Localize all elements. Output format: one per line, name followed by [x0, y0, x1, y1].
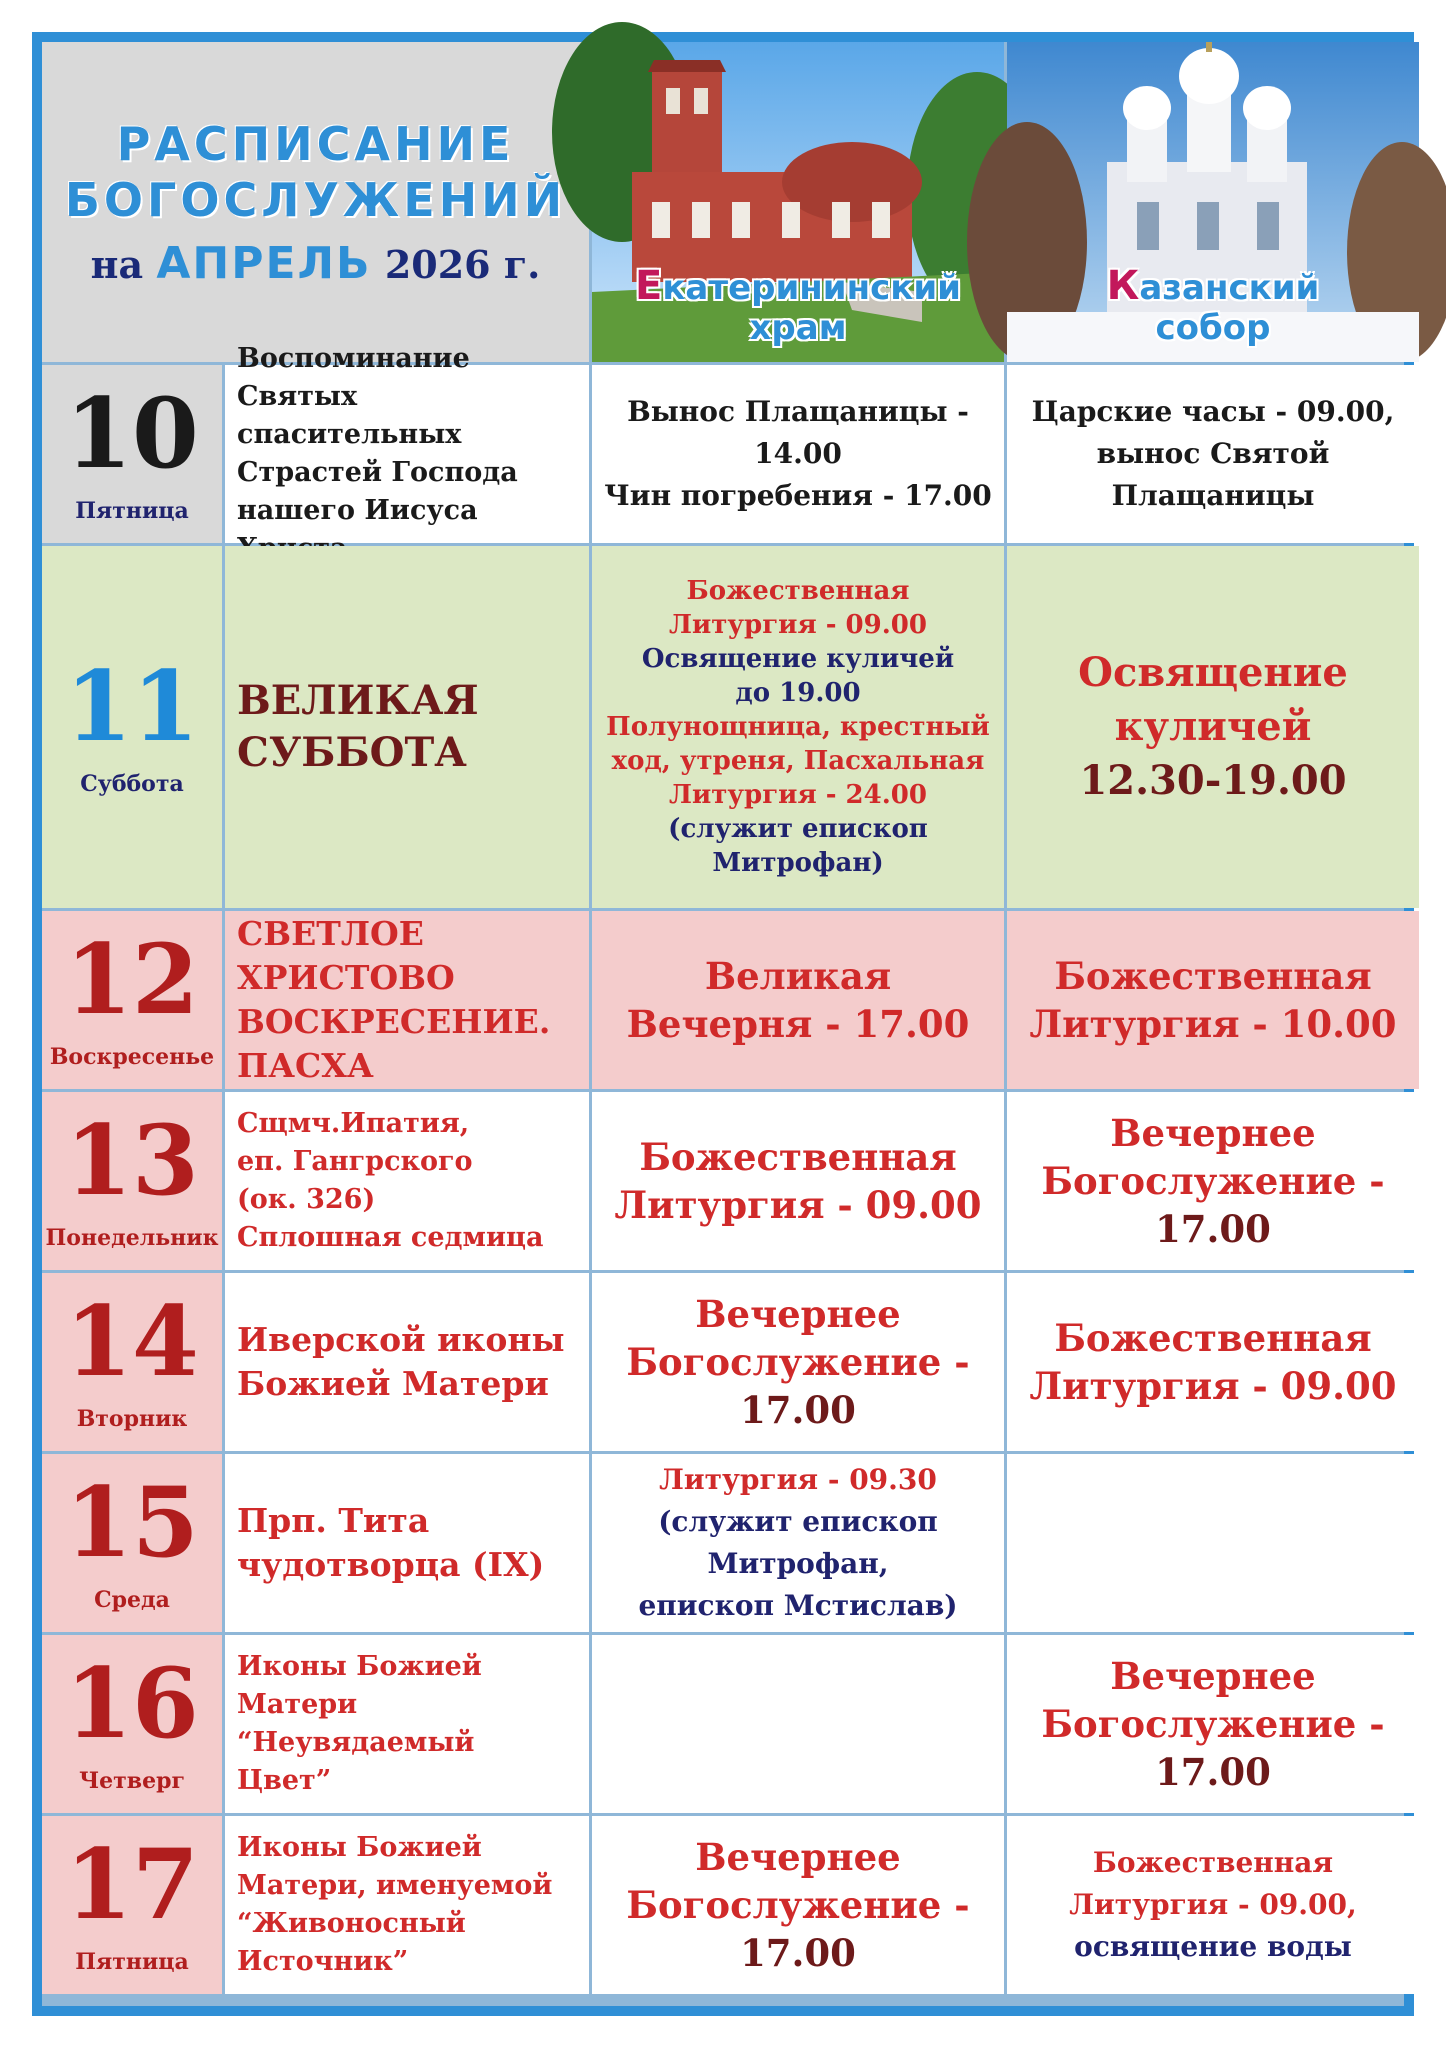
day-number: 15 — [65, 1466, 199, 1579]
day-number: 16 — [65, 1647, 199, 1760]
church2-service-11: Освящение куличей 12.30-19.00 — [1007, 546, 1419, 908]
day-number: 12 — [65, 923, 199, 1036]
day-number: 13 — [65, 1104, 199, 1217]
day-number: 10 — [65, 377, 199, 490]
schedule-table — [42, 42, 1404, 2006]
weekday: Четверг — [79, 1768, 185, 1794]
day-cell-17 — [42, 1816, 222, 1994]
feast-cell-13: Сщмч.Ипатия, еп. Гангрского (ок. 326) Сплошная седмица — [225, 1092, 589, 1270]
feast-cell-14: Иверской иконы Божией Матери — [225, 1273, 589, 1451]
church2-service-14: Божественная Литургия - 09.00 — [1007, 1273, 1419, 1451]
year: 2026 г. — [384, 241, 541, 287]
church1-service-10: Вынос Плащаницы - 14.00 Чин погребения - 17.00 — [592, 365, 1004, 543]
weekday: Вторник — [76, 1406, 188, 1432]
day-number: 14 — [65, 1285, 199, 1398]
feast-cell-12: СВЕТЛОЕ ХРИСТОВО ВОСКРЕСЕНИЕ. ПАСХА — [225, 911, 589, 1089]
feast-cell-11: ВЕЛИКАЯ СУББОТА — [225, 546, 589, 908]
month-prefix: на — [90, 241, 144, 287]
weekday: Понедельник — [45, 1225, 219, 1251]
church2-photo — [1007, 42, 1419, 362]
weekday: Воскресенье — [49, 1044, 215, 1070]
feast-cell-10: Воспоминание Святых спасительных Страстей Господа нашего Иисуса — [225, 365, 589, 543]
schedule-frame — [32, 32, 1414, 2016]
title-line-1: РАСПИСАНИЕ — [116, 116, 515, 171]
day-number: 17 — [65, 1828, 199, 1941]
church1-service-13: Божественная Литургия - 09.00 — [592, 1092, 1004, 1270]
day-cell-11 — [42, 546, 222, 908]
church2-service-13: Вечернее Богослужение - 17.00 — [1007, 1092, 1419, 1270]
feast-cell-16: Иконы Божией Матери “Неувядаемый Цвет” — [225, 1635, 589, 1813]
day-cell-13 — [42, 1092, 222, 1270]
title-line-2: БОГОСЛУЖЕНИЙ — [64, 172, 567, 227]
church1-service-14: Вечернее Богослужение - 17.00 — [592, 1273, 1004, 1451]
church1-service-16 — [592, 1635, 1004, 1813]
church1-service-12: Великая Вечерня - 17.00 — [592, 911, 1004, 1089]
church2-service-16: Вечернее Богослужение - 17.00 — [1007, 1635, 1419, 1813]
church1-service-15: Литургия - 09.30 (служит епископ Митрофан, епископ Мстислав) — [592, 1454, 1004, 1632]
weekday: Суббота — [80, 771, 184, 797]
church1-photo — [592, 42, 1004, 362]
church2-service-17: Божественная Литургия - 09.00, освящение воды — [1007, 1816, 1419, 1994]
church1-name: Екатерининский храм — [635, 263, 961, 348]
feast-cell-17: Иконы Божией Матери, именуемой “Живоносный Источник” — [225, 1816, 589, 1994]
church1-service-11: Божественная Литургия - 09.00 Освящение куличей до 19.00 Полунощница, крестный ход, утреня, Пасхальная Литургия - 24.00 (служит епископ Митрофан) — [592, 546, 1004, 908]
feast-cell-15: Прп. Тита чудотворца (IX) — [225, 1454, 589, 1632]
church2-service-10: Царские часы - 09.00, вынос Святой Плащаницы — [1007, 365, 1419, 543]
day-number: 11 — [65, 650, 199, 763]
church2-name: Казанский собор — [1106, 263, 1320, 348]
church2-service-15 — [1007, 1454, 1419, 1632]
month-name: АПРЕЛЬ — [156, 237, 372, 289]
weekday: Среда — [94, 1587, 170, 1613]
title-month — [91, 238, 541, 289]
weekday: Пятница — [75, 498, 189, 524]
day-cell-12 — [42, 911, 222, 1089]
church2-service-12: Божественная Литургия - 10.00 — [1007, 911, 1419, 1089]
schedule-title — [42, 42, 589, 362]
day-cell-15 — [42, 1454, 222, 1632]
day-cell-14 — [42, 1273, 222, 1451]
day-cell-16 — [42, 1635, 222, 1813]
church1-service-17: Вечернее Богослужение - 17.00 — [592, 1816, 1004, 1994]
day-cell-10 — [42, 365, 222, 543]
weekday: Пятница — [75, 1949, 189, 1975]
